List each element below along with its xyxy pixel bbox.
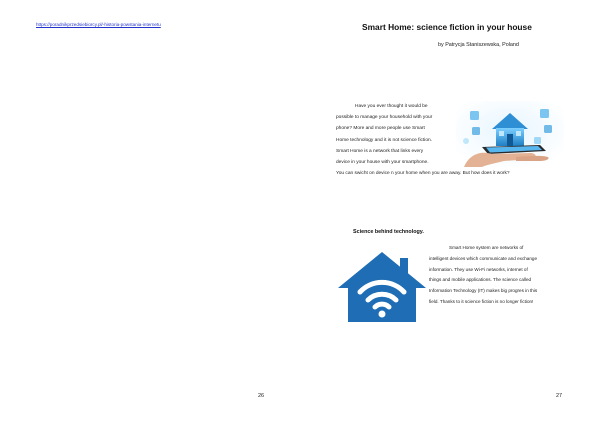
section-heading: Science behind technology. (353, 229, 424, 235)
intro-line: phone? More and more people use Smart (336, 126, 425, 132)
intro-line: device in your house with your smartphone. (336, 160, 429, 166)
section-line: things and mobile applications. The science called (429, 277, 532, 283)
wifi-house-image (338, 250, 426, 324)
section-paragraph (429, 243, 537, 308)
intro-line: Have you ever thought it would be (355, 104, 428, 109)
hand-phone-smart-house-image (456, 101, 564, 167)
section-line: field. Thanks to it science fiction is no longer fiction! (429, 298, 534, 304)
section-line: Information Technology (IT) makes big progres in this (429, 288, 538, 294)
wifi-house-icon (338, 250, 426, 324)
article-byline: by Patrycja Staniszewska, Poland (438, 42, 519, 48)
page-number-right: 27 (556, 393, 563, 399)
section-line: intelligent devices which communicate and exchange (429, 255, 538, 261)
smart-home-illustration-icon (456, 101, 564, 167)
section-line: information. They use Wi-Fi networks, internet of (429, 266, 528, 272)
page-number-left: 26 (258, 393, 265, 399)
article-title: Smart Home: science fiction in your house (362, 22, 532, 32)
section-line: Smart Home system are networks of (449, 245, 524, 250)
intro-line: You can swicht on device n your home when you are away. But how does it work? (336, 171, 510, 177)
right-page (300, 0, 600, 424)
intro-line: Home technology and it is not science fiction. (336, 137, 432, 143)
source-link[interactable]: https://poradnikprzedsiebiorcy.pl/-historia-powstania-internetu (36, 22, 161, 27)
intro-line: possible to manage your household with your (336, 115, 433, 121)
intro-line: Smart Home is a network that links every (336, 148, 424, 154)
